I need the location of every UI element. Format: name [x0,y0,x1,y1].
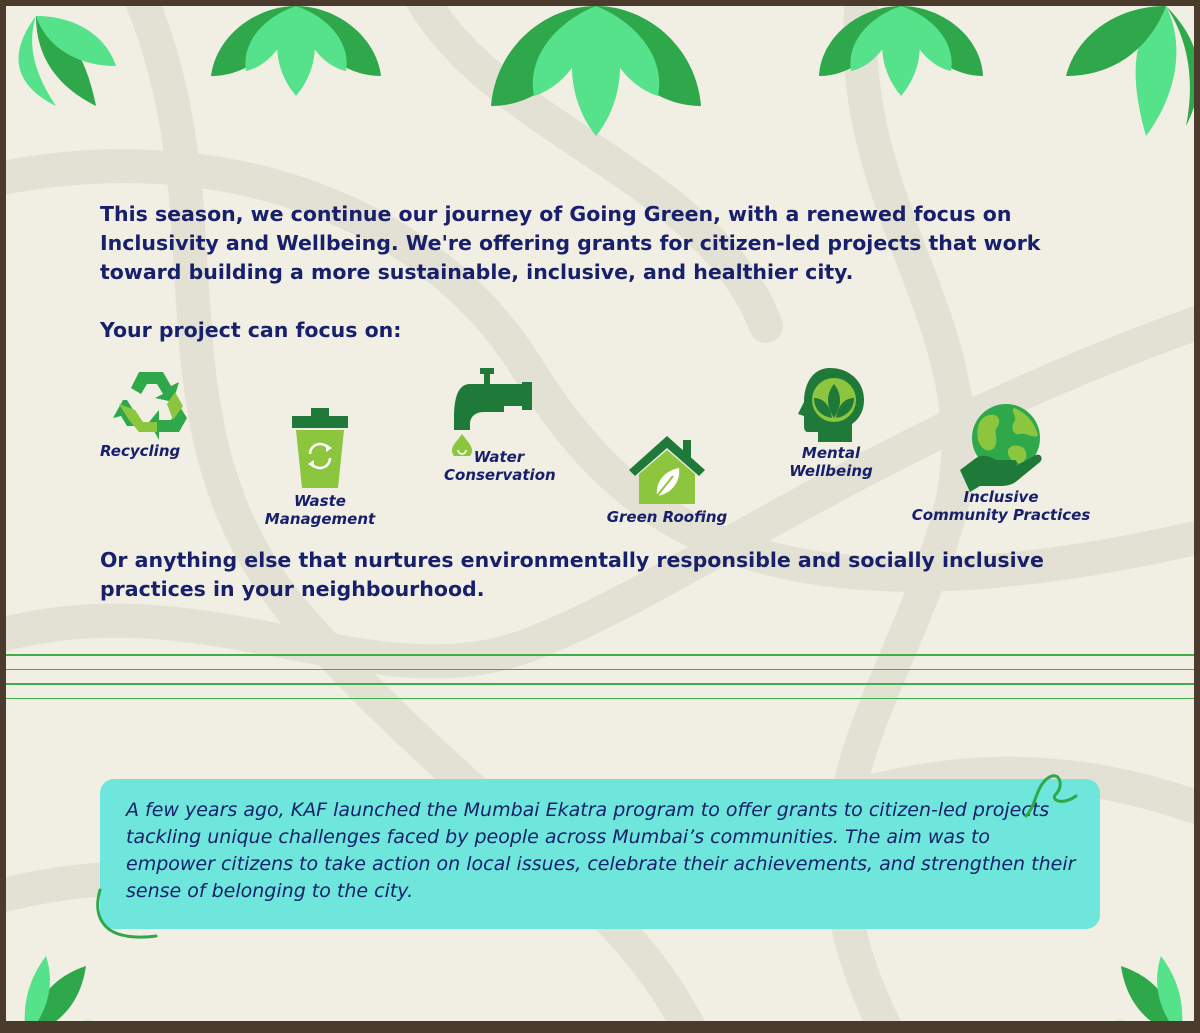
about-text: A few years ago, KAF launched the Mumbai Ekatra program to offer grants to citizen-led projects tackling unique challenges faced by people across Mumbai’s communities. The aim was to empower citizens to take action on local issues, celebrate their achievements, and strengthen their sense of belonging to the city. [126,799,1076,902]
about-box [100,779,1100,929]
topic-label-green-roofing: Green Roofing [606,508,728,526]
topic-water-conservation [424,368,554,484]
trash-bin-icon [290,408,350,488]
leaf-cluster-bottom-left [6,946,106,1021]
topic-label-inclusive-community: Inclusive Community Practices [911,488,1091,524]
decorative-stripes [6,654,1194,716]
leaf-cluster-top-right [1066,6,1194,146]
topic-label-mental-wellbeing: Mental Wellbeing [789,444,873,480]
leaf-cluster-top-3 [816,6,986,106]
topic-mental-wellbeing [776,366,886,480]
focus-heading: Your project can focus on: [100,318,402,342]
poster [6,6,1194,1021]
water-tap-icon [444,368,534,456]
topic-inclusive-community [896,402,1106,524]
leaf-cluster-top-1 [206,6,386,106]
leaf-cluster-top-left [6,6,116,116]
topic-label-water-conservation: Water Conservation [444,448,556,484]
leaf-cluster-top-2 [486,6,706,146]
topic-label-waste-management: Waste Management [264,492,376,528]
topic-recycling [96,364,206,460]
head-leaf-icon [796,366,866,442]
recycle-icon [109,364,193,442]
intro-paragraph: This season, we continue our journey of Going Green, with a renewed focus on Inclusivity and Wellbeing. We're offering grants for citizen-led projects that work toward building a more sustainable, inclusive, and healthier city. [100,202,1041,284]
outro-paragraph: Or anything else that nurtures environmentally responsible and socially inclusive practices in your neighbourhood. [100,548,1044,601]
hand-globe-icon [956,402,1046,492]
topic-label-recycling: Recycling [100,442,181,460]
topic-waste-management [250,408,390,528]
topic-green-roofing [592,434,742,526]
green-house-icon [627,434,707,504]
squiggle-top-right [1016,766,1096,826]
squiggle-bottom-left [86,884,166,944]
leaf-cluster-bottom-right [1106,946,1194,1021]
